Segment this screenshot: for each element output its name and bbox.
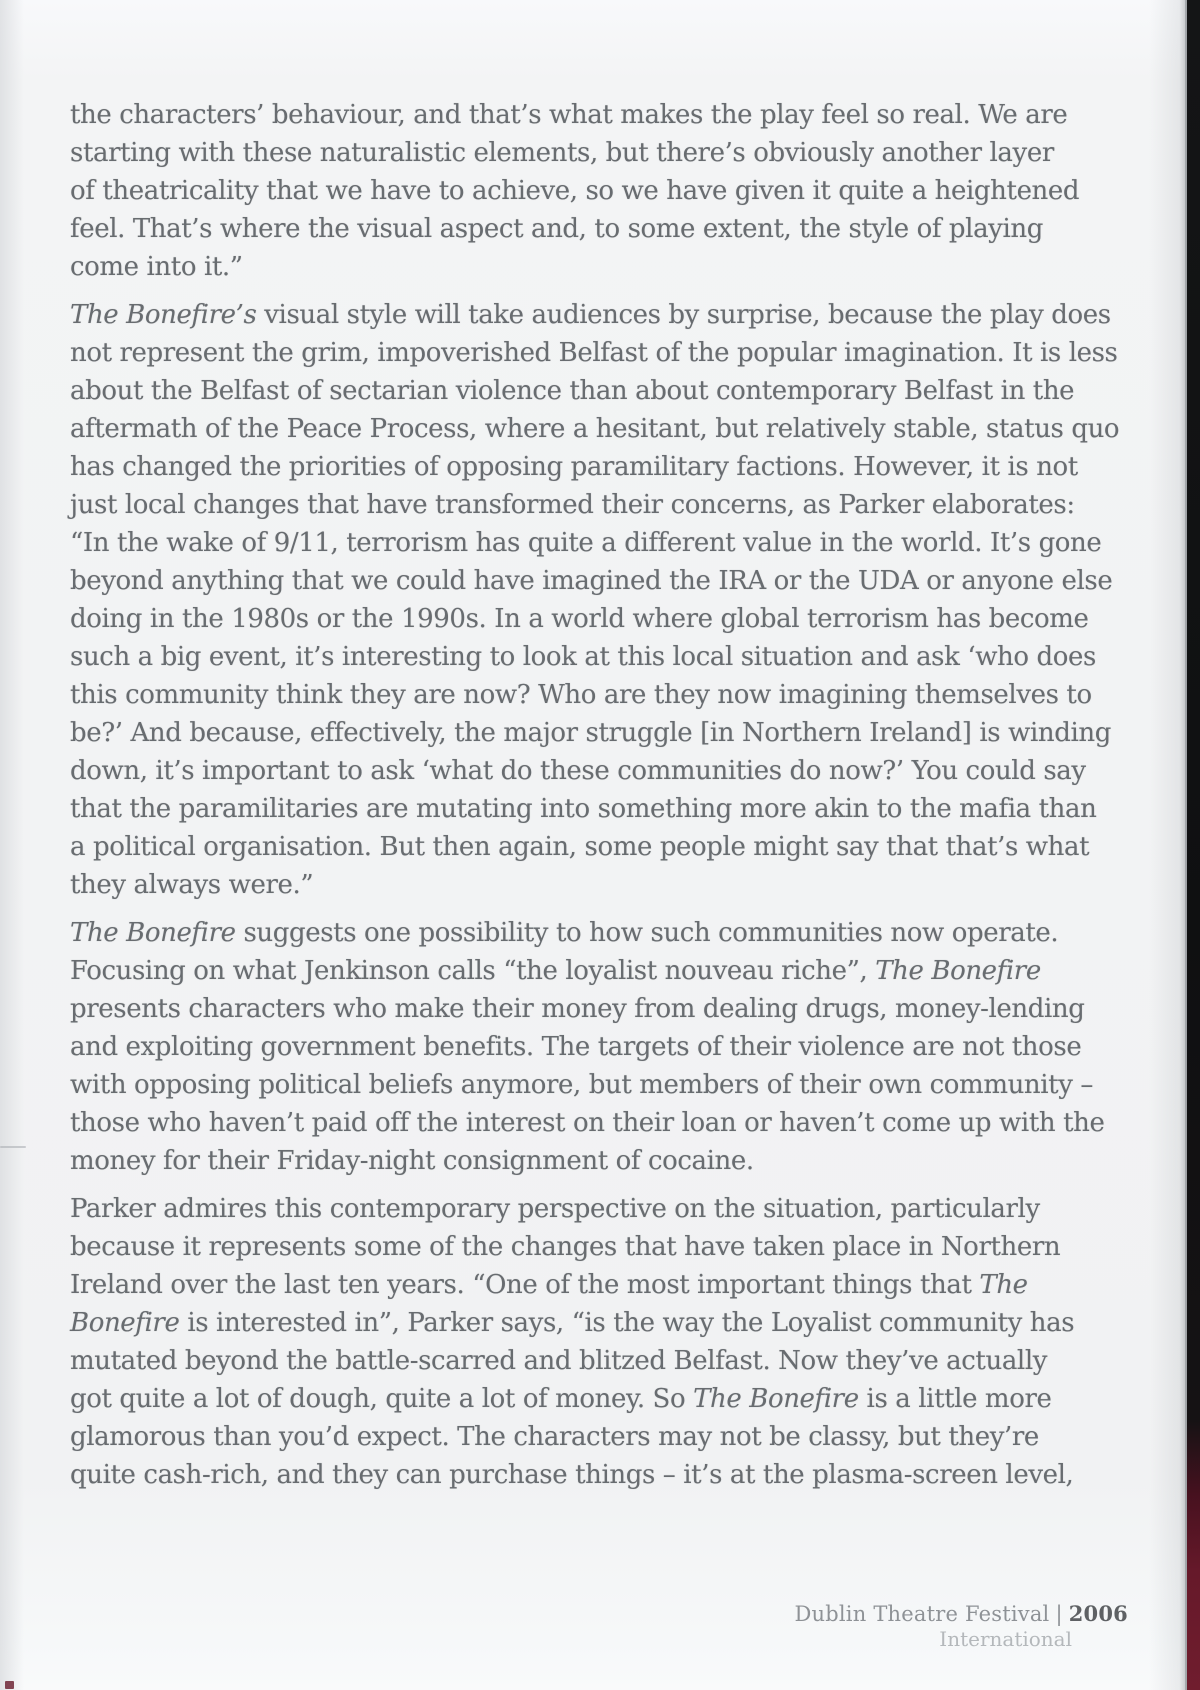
text-line xyxy=(70,248,1070,286)
text-run: beyond anything that we could have imagined the IRA or the UDA or anyone else xyxy=(70,566,1113,596)
text-run: feel. That’s where the visual aspect and, to some extent, the style of playing xyxy=(70,214,1043,244)
text-line xyxy=(70,1380,1070,1418)
text-line xyxy=(70,866,1070,904)
festival-year: 2006 xyxy=(1068,1601,1128,1626)
text-run: just local changes that have transformed their concerns, as Parker elaborates: xyxy=(70,490,1075,520)
text-line xyxy=(70,1228,1070,1266)
text-line xyxy=(70,1456,1074,1494)
text-line xyxy=(70,952,1070,990)
text-run: and exploiting government benefits. The targets of their violence are not those xyxy=(70,1032,1082,1062)
text-line xyxy=(70,1104,1105,1142)
text-line xyxy=(70,296,1111,334)
text-line xyxy=(70,600,1089,638)
italic-text-run: The Bonefire xyxy=(693,1384,859,1414)
text-line xyxy=(70,562,1113,600)
text-run: money for their Friday-night consignment of cocaine. xyxy=(70,1146,754,1176)
text-line xyxy=(70,714,1111,752)
text-run: has changed the priorities of opposing paramilitary factions. However, it is not xyxy=(70,452,1078,482)
text-run: not represent the grim, impoverished Belfast of the popular imagination. It is less xyxy=(70,338,1118,368)
text-run: doing in the 1980s or the 1990s. In a world where global terrorism has become xyxy=(70,604,1089,634)
book-edge-strip xyxy=(1187,0,1200,1690)
text-run: Ireland over the last ten years. “One of the most important things that xyxy=(70,1270,980,1300)
text-run: is interested in”, Parker says, “is the way the Loyalist community has xyxy=(179,1308,1075,1338)
text-run: with opposing political beliefs anymore, but members of their own community – xyxy=(70,1070,1093,1100)
text-line xyxy=(70,914,1070,952)
bottom-left-cover-mark xyxy=(5,1681,14,1689)
text-line xyxy=(70,1190,1070,1228)
text-line xyxy=(70,486,1075,524)
italic-text-run: The xyxy=(979,1270,1028,1300)
text-run: they always were.” xyxy=(70,870,314,900)
text-line xyxy=(70,1028,1082,1066)
text-line xyxy=(70,1418,1070,1456)
text-run: is a little more xyxy=(858,1384,1052,1414)
text-line xyxy=(70,1266,1070,1304)
text-run: this community think they are now? Who are they now imagining themselves to xyxy=(70,680,1092,710)
text-run: that the paramilitaries are mutating into something more akin to the mafia than xyxy=(70,794,1097,824)
text-line xyxy=(70,210,1070,248)
article-text xyxy=(70,96,1120,1504)
text-run: Parker admires this contemporary perspective on the situation, particularly xyxy=(70,1194,1040,1224)
text-run: the characters’ behaviour, and that’s what makes the play feel so real. We are xyxy=(70,100,1068,130)
text-run: be?’ And because, effectively, the major struggle [in Northern Ireland] is winding xyxy=(70,718,1111,748)
text-run: a political organisation. But then again, some people might say that that’s what xyxy=(70,832,1090,862)
text-run: aftermath of the Peace Process, where a hesitant, but relatively stable, status quo xyxy=(70,414,1120,444)
text-line xyxy=(70,96,1070,134)
text-run: mutated beyond the battle-scarred and blitzed Belfast. Now they’ve actually xyxy=(70,1346,1048,1376)
text-run: about the Belfast of sectarian violence than about contemporary Belfast in the xyxy=(70,376,1075,406)
footer-separator: | xyxy=(1055,1602,1063,1626)
text-line xyxy=(70,410,1120,448)
scan-scratch-mark xyxy=(0,1146,26,1148)
text-line xyxy=(70,524,1102,562)
italic-text-run: The Bonefire’s xyxy=(70,300,257,330)
festival-name: Dublin Theatre Festival xyxy=(794,1602,1050,1626)
text-line xyxy=(70,1342,1070,1380)
text-run: starting with these naturalistic elements, but there’s obviously another layer xyxy=(70,138,1054,168)
paragraph xyxy=(70,296,1120,904)
text-run: such a big event, it’s interesting to look at this local situation and ask ‘who does xyxy=(70,642,1096,672)
text-run: because it represents some of the changes that have taken place in Northern xyxy=(70,1232,1061,1262)
text-line xyxy=(70,172,1080,210)
text-line xyxy=(70,334,1118,372)
text-run: down, it’s important to ask ‘what do these communities do now?’ You could say xyxy=(70,756,1086,786)
text-run: suggests one possibility to how such communities now operate. xyxy=(235,918,1059,948)
italic-text-run: The Bonefire xyxy=(70,918,236,948)
text-line xyxy=(70,638,1096,676)
italic-text-run: The Bonefire xyxy=(875,956,1041,986)
paragraph xyxy=(70,1190,1075,1494)
paragraph xyxy=(70,914,1105,1180)
text-run: glamorous than you’d expect. The characters may not be classy, but they’re xyxy=(70,1422,1039,1452)
text-line xyxy=(70,790,1097,828)
italic-text-run: Bonefire xyxy=(70,1308,180,1338)
text-line xyxy=(70,1066,1093,1104)
text-line xyxy=(70,1142,1070,1180)
text-run: of theatricality that we have to achieve, so we have given it quite a heightened xyxy=(70,176,1080,206)
text-run: presents characters who make their money from dealing drugs, money-lending xyxy=(70,994,1085,1024)
text-line xyxy=(70,1304,1075,1342)
text-line xyxy=(70,676,1092,714)
text-line xyxy=(70,990,1085,1028)
text-run: those who haven’t paid off the interest on their loan or haven’t come up with the xyxy=(70,1108,1105,1138)
text-run: Focusing on what Jenkinson calls “the loyalist nouveau riche”, xyxy=(70,956,876,986)
text-run: “In the wake of 9/11, terrorism has quite a different value in the world. It’s gone xyxy=(70,528,1102,558)
footer-edition-label: International xyxy=(939,1627,1072,1651)
text-run: quite cash-rich, and they can purchase things – it’s at the plasma-screen level, xyxy=(70,1460,1074,1490)
page-footer xyxy=(794,1602,1128,1651)
text-line xyxy=(70,448,1078,486)
text-run: come into it.” xyxy=(70,252,243,282)
text-line xyxy=(70,828,1090,866)
text-line xyxy=(70,372,1075,410)
paragraph xyxy=(70,96,1080,286)
text-line xyxy=(70,752,1086,790)
text-line xyxy=(70,134,1070,172)
text-run: got quite a lot of dough, quite a lot of money. So xyxy=(70,1384,694,1414)
text-run: visual style will take audiences by surprise, because the play does xyxy=(256,300,1111,330)
footer-festival-line xyxy=(794,1602,1128,1626)
